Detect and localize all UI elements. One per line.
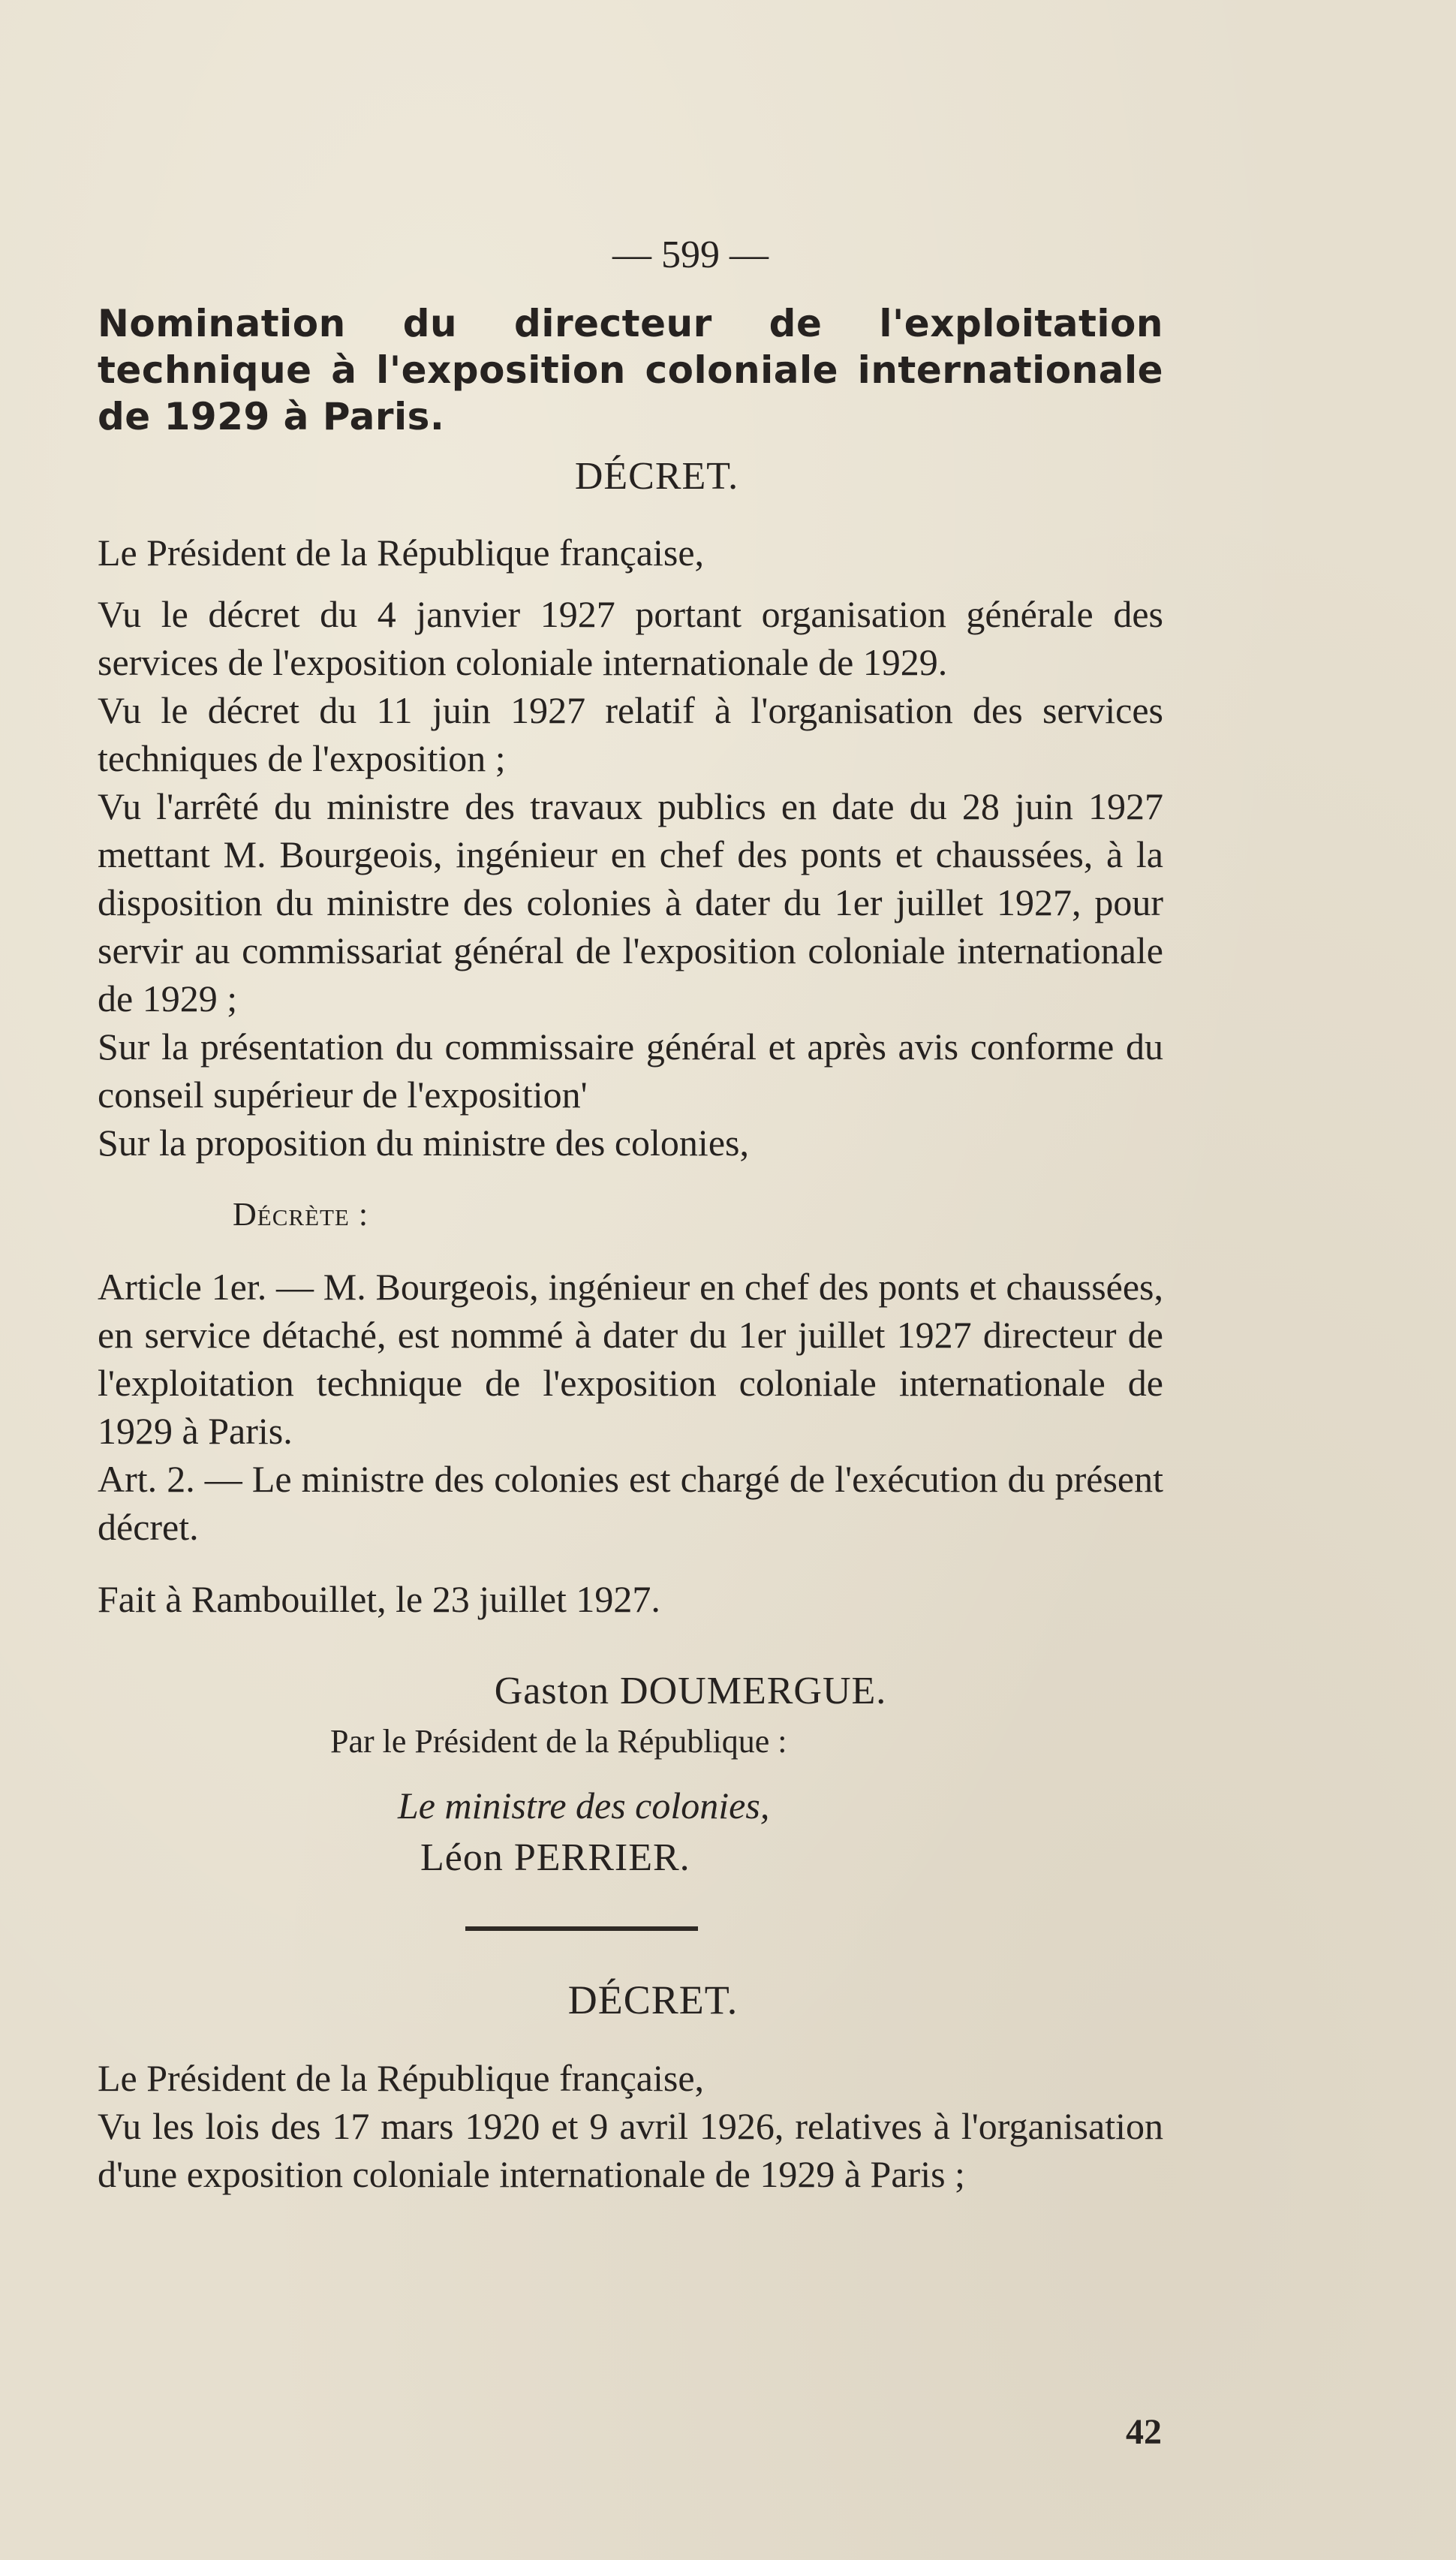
spacer — [98, 1931, 1163, 1973]
by-the-president-line: Par le Président de la République : — [330, 1723, 787, 1760]
decrete-label: Décrète : — [233, 1196, 369, 1233]
article-2: Art. 2. — Le ministre des colonies est chargé de l'exécution du présent décret. — [98, 1458, 1163, 1548]
consideration-2: Vu le décret du 11 juin 1927 relatif à l'organisation des services techniques de l'exposition ; — [98, 689, 1163, 779]
second-decree-consideration-1: Vu les lois des 17 mars 1920 et 9 avril 1926, relatives à l'organisation d'une exposition coloniale internationale de 1929 à Paris ; — [98, 2105, 1163, 2195]
first-decree-heading: DÉCRET. — [574, 455, 739, 498]
minister-title: Le ministre des colonies, — [398, 1784, 770, 1827]
spacer — [98, 1623, 1163, 1665]
consideration-5: Sur la proposition du ministre des colonies, — [98, 1122, 749, 1164]
first-decree-preamble: Le Président de la République française, — [98, 532, 705, 574]
folio-number: 42 — [1126, 2412, 1162, 2452]
spacer — [98, 1167, 1163, 1191]
done-at: Fait à Rambouillet, le 23 juillet 1927. — [98, 1578, 660, 1620]
consideration-3: Vu l'arrêté du ministre des travaux publics en date du 28 juin 1927 mettant M. Bourgeois, ingénieur en chef des ponts et chaussées, à la disposition du ministre des colonies à dater du 1er juillet 1927, pour servir au commissariat général de l'exposition coloniale internationale de 1929 ; — [98, 785, 1163, 1019]
spacer — [98, 1551, 1163, 1575]
article-1: Article 1er. — M. Bourgeois, ingénieur en chef des ponts et chaussées, en service détaché, est nommé à dater du 1er juillet 1927 directeur de l'exploitation technique de l'exposition coloniale internationale de 1929 à Paris. — [98, 1266, 1163, 1452]
spacer — [98, 1239, 1163, 1263]
second-decree-preamble: Le Président de la République française, — [98, 2057, 705, 2099]
spacer — [98, 1766, 1163, 1779]
second-decree-heading: DÉCRET. — [567, 1977, 739, 2022]
signatory-name: Gaston DOUMERGUE. — [494, 1670, 887, 1712]
document-title: Nomination du directeur de l'exploitation technique à l'exposition coloniale internationale de 1929 à Paris. — [98, 302, 1163, 438]
minister-name: Léon PERRIER. — [420, 1836, 690, 1879]
consideration-1: Vu le décret du 4 janvier 1927 portant organisation générale des services de l'exposition coloniale internationale de 1929. — [98, 593, 1163, 683]
page-content — [98, 225, 1163, 2198]
page-number: — 599 — — [612, 233, 769, 276]
spacer — [98, 577, 1163, 590]
consideration-4: Sur la présentation du commissaire général et après avis conforme du conseil supérieur de l'exposition' — [98, 1026, 1163, 1116]
